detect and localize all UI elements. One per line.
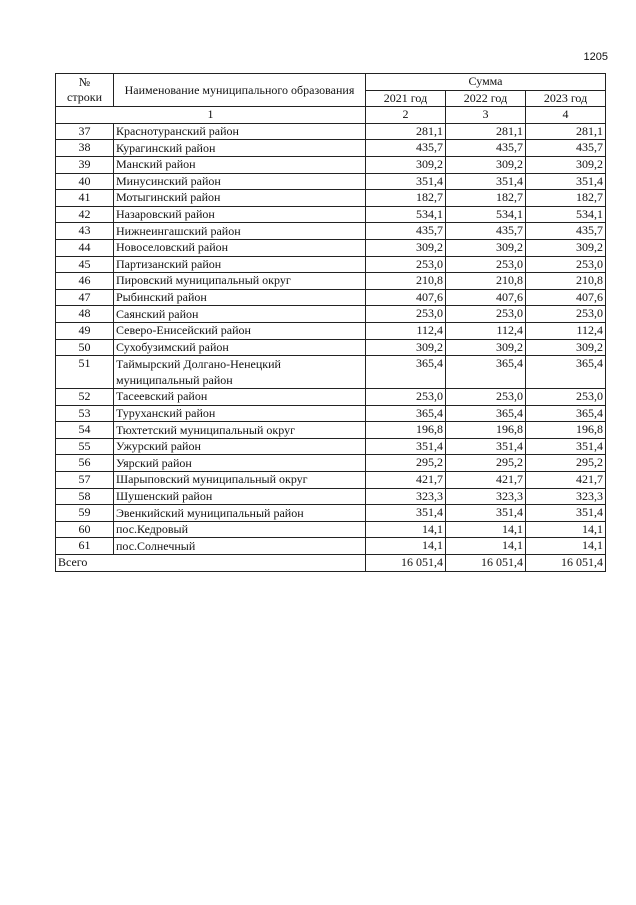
value-2023: 351,4 [526,438,606,455]
value-2023: 365,4 [526,356,606,389]
total-value-2022: 16 051,4 [446,555,526,572]
value-2021: 253,0 [366,389,446,406]
table-row [56,289,606,306]
value-2023: 253,0 [526,389,606,406]
value-2022: 196,8 [446,422,526,439]
value-2021: 182,7 [366,190,446,207]
value-2021: 323,3 [366,488,446,505]
value-2021: 309,2 [366,156,446,173]
municipality-name: Тасеевский район [114,389,366,406]
municipality-name: Пировский муниципальный округ [114,273,366,290]
value-2023: 14,1 [526,538,606,555]
row-number-header-line1: № [78,75,91,90]
table-row [56,422,606,439]
table-row [56,190,606,207]
value-2022: 435,7 [446,223,526,240]
value-2022: 435,7 [446,140,526,157]
year-header-2023: 2023 год [526,90,606,107]
value-2022: 351,4 [446,438,526,455]
value-2023: 323,3 [526,488,606,505]
value-2021: 351,4 [366,438,446,455]
table-row [56,339,606,356]
municipality-name: Туруханский район [114,405,366,422]
row-number: 51 [56,356,114,389]
value-2023: 435,7 [526,140,606,157]
municipality-name: Назаровский район [114,206,366,223]
value-2021: 421,7 [366,472,446,489]
row-number: 42 [56,206,114,223]
value-2021: 365,4 [366,405,446,422]
value-2022: 253,0 [446,306,526,323]
table-row [56,389,606,406]
municipality-name: Краснотуранский район [114,123,366,140]
value-2023: 210,8 [526,273,606,290]
value-2023: 182,7 [526,190,606,207]
year-header-2021: 2021 год [366,90,446,107]
table-row [56,538,606,555]
row-number: 40 [56,173,114,190]
column-number-4: 4 [526,107,606,124]
table-row [56,455,606,472]
value-2021: 309,2 [366,339,446,356]
value-2022: 309,2 [446,339,526,356]
value-2021: 351,4 [366,173,446,190]
value-2021: 407,6 [366,289,446,306]
municipality-name: Эвенкийский муниципальный район [114,505,366,522]
value-2021: 435,7 [366,223,446,240]
value-2023: 196,8 [526,422,606,439]
municipality-name: Рыбинский район [114,289,366,306]
total-value-2021: 16 051,4 [366,555,446,572]
budget-table [55,73,606,572]
municipality-name: Шарыповский муниципальный округ [114,472,366,489]
row-number: 55 [56,438,114,455]
total-value-2023: 16 051,4 [526,555,606,572]
table-row [56,472,606,489]
table-row [56,322,606,339]
value-2023: 253,0 [526,306,606,323]
municipality-name: Уярский район [114,455,366,472]
table-body [56,123,606,554]
table-row [56,505,606,522]
value-2022: 14,1 [446,521,526,538]
row-number: 59 [56,505,114,522]
value-2021: 295,2 [366,455,446,472]
municipality-name: Курагинский район [114,140,366,157]
value-2022: 14,1 [446,538,526,555]
table-header [56,74,606,124]
table-row [56,156,606,173]
value-2021: 365,4 [366,356,446,389]
value-2023: 435,7 [526,223,606,240]
page-number: 1205 [583,51,608,63]
row-number: 52 [56,389,114,406]
table-row [56,239,606,256]
row-number: 44 [56,239,114,256]
value-2022: 351,4 [446,173,526,190]
table-row [56,223,606,240]
value-2022: 365,4 [446,405,526,422]
table-row [56,405,606,422]
row-number-header-line2: строки [67,90,102,105]
value-2023: 351,4 [526,505,606,522]
value-2023: 295,2 [526,455,606,472]
municipality-name: Ужурский район [114,438,366,455]
row-number: 43 [56,223,114,240]
value-2022: 323,3 [446,488,526,505]
year-header-2022: 2022 год [446,90,526,107]
value-2021: 253,0 [366,306,446,323]
sum-header: Сумма [366,74,606,91]
value-2021: 534,1 [366,206,446,223]
value-2021: 253,0 [366,256,446,273]
total-label: Всего [56,555,366,572]
column-number-2: 2 [366,107,446,124]
value-2021: 14,1 [366,521,446,538]
row-number: 58 [56,488,114,505]
municipality-name: пос.Кедровый [114,521,366,538]
value-2022: 309,2 [446,156,526,173]
municipality-name: Северо-Енисейский район [114,322,366,339]
value-2023: 309,2 [526,156,606,173]
value-2021: 14,1 [366,538,446,555]
value-2022: 210,8 [446,273,526,290]
row-number: 60 [56,521,114,538]
table-row [56,173,606,190]
row-number: 50 [56,339,114,356]
row-number: 49 [56,322,114,339]
municipality-name: Сухобузимский район [114,339,366,356]
column-number-3: 3 [446,107,526,124]
value-2021: 435,7 [366,140,446,157]
value-2021: 210,8 [366,273,446,290]
row-number-header [56,74,114,107]
value-2022: 421,7 [446,472,526,489]
column-number-1: 1 [56,107,366,124]
row-number: 57 [56,472,114,489]
municipality-name: Новоселовский район [114,239,366,256]
value-2023: 281,1 [526,123,606,140]
table-row [56,206,606,223]
value-2023: 421,7 [526,472,606,489]
value-2023: 351,4 [526,173,606,190]
table-row [56,488,606,505]
value-2022: 182,7 [446,190,526,207]
value-2023: 365,4 [526,405,606,422]
value-2021: 309,2 [366,239,446,256]
value-2023: 14,1 [526,521,606,538]
value-2021: 351,4 [366,505,446,522]
row-number: 47 [56,289,114,306]
table-row [56,521,606,538]
municipality-name: Таймырский Долгано-Ненецкий муниципальный район [114,356,366,389]
value-2023: 253,0 [526,256,606,273]
value-2021: 196,8 [366,422,446,439]
municipality-header: Наименование муниципального образования [114,74,366,107]
value-2022: 365,4 [446,356,526,389]
row-number: 53 [56,405,114,422]
value-2022: 112,4 [446,322,526,339]
table-row [56,356,606,389]
value-2021: 281,1 [366,123,446,140]
municipality-name: Партизанский район [114,256,366,273]
value-2023: 309,2 [526,339,606,356]
row-number: 54 [56,422,114,439]
row-number: 61 [56,538,114,555]
municipality-name: Нижнеингашский район [114,223,366,240]
value-2022: 534,1 [446,206,526,223]
value-2023: 534,1 [526,206,606,223]
value-2022: 253,0 [446,389,526,406]
row-number: 39 [56,156,114,173]
row-number: 45 [56,256,114,273]
table-row [56,256,606,273]
value-2021: 112,4 [366,322,446,339]
value-2023: 309,2 [526,239,606,256]
row-number: 56 [56,455,114,472]
value-2022: 309,2 [446,239,526,256]
value-2023: 407,6 [526,289,606,306]
row-number: 41 [56,190,114,207]
table-row [56,140,606,157]
value-2022: 407,6 [446,289,526,306]
table-row [56,273,606,290]
row-number: 37 [56,123,114,140]
value-2022: 351,4 [446,505,526,522]
value-2022: 253,0 [446,256,526,273]
municipality-name: Манский район [114,156,366,173]
municipality-name: Шушенский район [114,488,366,505]
municipality-name: Тюхтетский муниципальный округ [114,422,366,439]
municipality-name: Саянский район [114,306,366,323]
value-2022: 295,2 [446,455,526,472]
row-number: 38 [56,140,114,157]
value-2022: 281,1 [446,123,526,140]
municipality-name: Мотыгинский район [114,190,366,207]
value-2023: 112,4 [526,322,606,339]
municipality-name: пос.Солнечный [114,538,366,555]
table-row [56,123,606,140]
row-number: 46 [56,273,114,290]
municipality-name: Минусинский район [114,173,366,190]
total-row [56,555,606,572]
table-row [56,306,606,323]
table-row [56,438,606,455]
row-number: 48 [56,306,114,323]
